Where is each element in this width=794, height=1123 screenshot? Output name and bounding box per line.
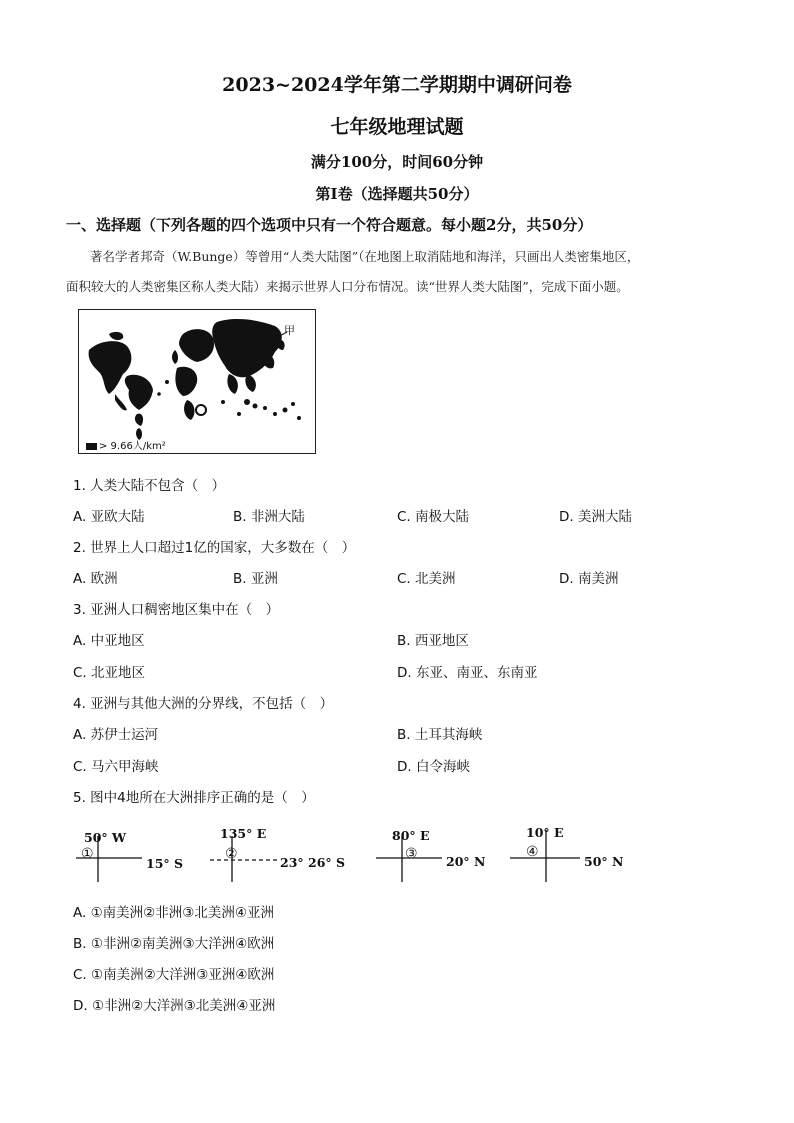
option-d[interactable]: D. 白令海峡 [397, 759, 470, 775]
map-label-jia: 甲 [284, 324, 295, 337]
option-d[interactable]: D. 南美洲 [559, 571, 619, 587]
coord-lon: 10° E [526, 825, 564, 840]
option-c[interactable]: C. 马六甲海峡 [73, 759, 159, 775]
coord-lon: 135° E [220, 826, 267, 841]
exam-title: 2023~2024学年第二学期期中调研问卷 [222, 74, 572, 96]
question-stem: 2. 世界上人口超过1亿的国家，大多数在（ ） [73, 540, 356, 556]
question-stem: 4. 亚洲与其他大洲的分界线，不包括（ ） [73, 696, 334, 712]
option-a[interactable]: A. ①南美洲②非洲③北美洲④亚洲 [73, 905, 274, 921]
map-legend [86, 437, 166, 452]
question-stem: 5. 图中4地所在大洲排序正确的是（ ） [73, 790, 315, 806]
option-d[interactable]: D. 东亚、南亚、东南亚 [397, 665, 538, 681]
coord-lat: 15° S [146, 856, 184, 871]
question-stem: 3. 亚洲人口稠密地区集中在（ ） [73, 602, 280, 618]
coord-lat: 23° 26° S [280, 855, 346, 870]
option-b[interactable]: B. 土耳其海峡 [397, 727, 483, 743]
exam-subtitle: 七年级地理试题 [330, 116, 464, 138]
coord-mark: ① [81, 846, 94, 862]
option-b[interactable]: B. 亚洲 [233, 571, 278, 587]
coord-lat: 20° N [446, 854, 486, 869]
option-d[interactable]: D. ①非洲②大洋洲③北美洲④亚洲 [73, 998, 276, 1014]
option-a[interactable]: A. 中亚地区 [73, 633, 145, 649]
option-b[interactable]: B. 非洲大陆 [233, 509, 305, 525]
option-a[interactable]: A. 欧洲 [73, 571, 118, 587]
section-heading: 一、选择题（下列各题的四个选项中只有一个符合题意。每小题2分，共50分） [66, 216, 593, 234]
option-a[interactable]: A. 苏伊士运河 [73, 727, 159, 743]
coord-lat: 50° N [584, 854, 624, 869]
coord-mark: ③ [405, 846, 418, 862]
intro-line-1: 著名学者邦奇（W.Bunge）等曾用“人类大陆图”（在地图上取消陆地和海洋，只画出人类密集地区， [90, 249, 640, 264]
option-c[interactable]: C. 北美洲 [397, 571, 456, 587]
volume-label: 第Ⅰ卷（选择题共50分） [315, 185, 479, 203]
option-a[interactable]: A. 亚欧大陆 [73, 509, 145, 525]
option-d[interactable]: D. 美洲大陆 [559, 509, 632, 525]
option-c[interactable]: C. 南极大陆 [397, 509, 470, 525]
option-c[interactable]: C. ①南美洲②大洋洲③亚洲④欧洲 [73, 967, 275, 983]
legend-text: > 9.66人/km² [99, 441, 166, 452]
coord-lon: 50° W [84, 830, 127, 845]
map-drawing [79, 310, 315, 453]
legend-swatch [86, 443, 97, 450]
human-continent-map [78, 309, 316, 454]
question-stem: 1. 人类大陆不包含（ ） [73, 478, 226, 494]
score-time: 满分100分，时间60分钟 [310, 153, 484, 171]
coordinate-diagrams [70, 822, 650, 884]
intro-line-2: 面积较大的人类密集区称人类大陆）来揭示世界人口分布情况。读“世界人类大陆图”，完成下面小题。 [66, 279, 629, 294]
coord-lon: 80° E [392, 828, 430, 843]
coord-mark: ② [225, 846, 238, 862]
option-b[interactable]: B. 西亚地区 [397, 633, 469, 649]
option-b[interactable]: B. ①非洲②南美洲③大洋洲④欧洲 [73, 936, 275, 952]
coord-mark: ④ [526, 844, 539, 860]
option-c[interactable]: C. 北亚地区 [73, 665, 146, 681]
